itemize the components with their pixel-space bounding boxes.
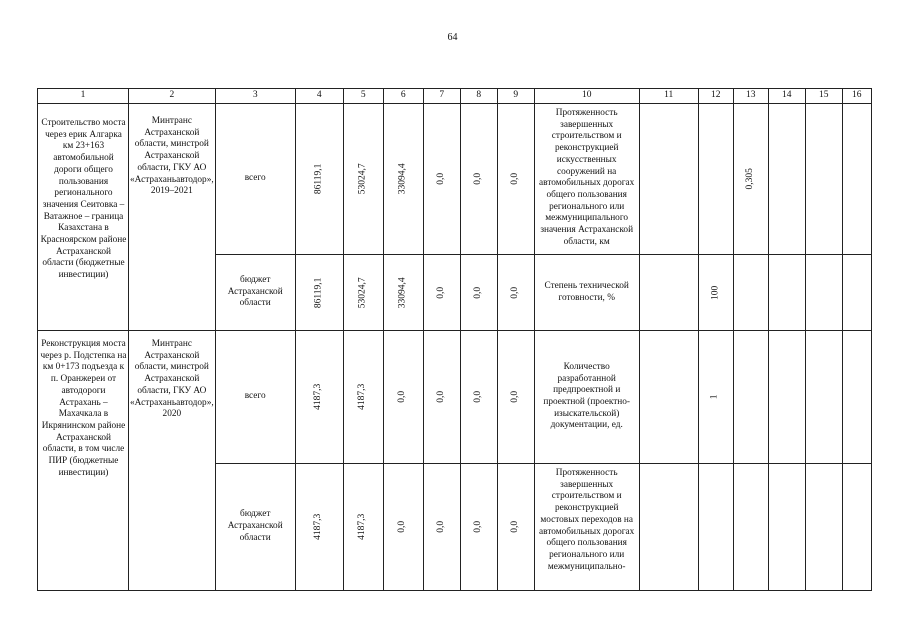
col-header: 7 [423, 89, 460, 104]
value-cell: 0,305 [744, 168, 755, 190]
value-cell: 0,0 [435, 521, 446, 533]
value-cell [639, 464, 698, 591]
indicator-text: Протяженность завершенных строительством и реконструкцией мостовых переходов на автомобильных дорогах общего пользования регионального или межмуниципально- [534, 464, 639, 591]
col-header: 12 [698, 89, 733, 104]
indicator-text: Степень технической готовности, % [534, 255, 639, 331]
executor: Минтранс Астраханской области, минстрой Астраханской области, ГКУ АО «Астраханьавтодор», 2019–2021 [129, 104, 216, 331]
value-cell: 0,0 [509, 286, 520, 299]
col-header: 15 [805, 89, 842, 104]
col-header: 8 [460, 89, 497, 104]
value-cell: 53024,7 [357, 277, 368, 308]
value-cell: 0,0 [509, 391, 520, 403]
value-cell [842, 331, 871, 464]
funding-source: бюджет Астраханской области [215, 464, 295, 591]
value-cell [842, 255, 871, 331]
table-row [38, 104, 872, 255]
value-cell [842, 104, 871, 255]
value-cell [768, 464, 805, 591]
value-cell [639, 104, 698, 255]
value-cell: 86119,1 [313, 163, 324, 195]
col-header: 10 [534, 89, 639, 104]
value-cell: 4187,3 [357, 513, 368, 541]
value-cell: 0,0 [472, 391, 483, 403]
value-cell [805, 331, 842, 464]
table-row [38, 331, 872, 464]
indicator-text: Количество разработанной предпроектной и проектной (проектно-изыскательской) документации, ед. [534, 331, 639, 464]
measure-name: Реконструкция моста через р. Подстепка на км 0+173 подъезда к п. Оранжереи от автодороги Астрахань – Махачкала в Икрянинском районе Астраханской области, в том числе ПИР (бюджетные инвестиции) [38, 331, 129, 591]
value-cell: 0,0 [397, 391, 408, 403]
value-cell [805, 104, 842, 255]
value-cell: 0,0 [435, 173, 446, 185]
value-cell: 0,0 [509, 521, 520, 533]
value-cell: 100 [709, 285, 720, 300]
value-cell [733, 331, 768, 464]
value-cell [733, 255, 768, 331]
value-cell [805, 255, 842, 331]
value-cell: 33094,4 [397, 277, 408, 308]
executor: Минтранс Астраханской области, минстрой Астраханской области, ГКУ АО «Астраханьавтодор», 2020 [129, 331, 216, 591]
value-cell [768, 255, 805, 331]
value-cell: 86119,1 [313, 277, 324, 308]
value-cell: 0,0 [435, 391, 446, 403]
funding-source: всего [215, 104, 295, 255]
col-header: 9 [497, 89, 534, 104]
col-header: 11 [639, 89, 698, 104]
value-cell [698, 464, 733, 591]
col-header: 4 [295, 89, 343, 104]
value-cell: 0,0 [472, 286, 483, 299]
col-header: 3 [215, 89, 295, 104]
value-cell: 0,0 [472, 173, 483, 185]
funding-source: бюджет Астраханской области [215, 255, 295, 331]
col-header: 2 [129, 89, 216, 104]
col-header: 13 [733, 89, 768, 104]
col-header: 6 [383, 89, 423, 104]
indicator-text: Протяженность завершенных строительством и реконструкцией искусственных сооружений на автомобильных дорогах общего пользования регионального или межмуниципального значения Астраханской области, км [534, 104, 639, 255]
value-cell [639, 331, 698, 464]
col-header: 1 [38, 89, 129, 104]
col-header: 5 [343, 89, 383, 104]
value-cell: 0,0 [397, 521, 408, 533]
value-cell [768, 104, 805, 255]
value-cell: 33094,4 [397, 163, 408, 195]
value-cell: 53024,7 [357, 163, 368, 195]
value-cell: 4187,3 [357, 383, 368, 411]
measure-name: Строительство моста через ерик Алгарка км 23+163 автомобильной дороги общего пользования регионального значения Сеитовка – Ватажное – граница Казахстана в Красноярском районе Астраханской области (бюджетные инвестиции) [38, 104, 129, 331]
funding-source: всего [215, 331, 295, 464]
value-cell: 1 [709, 394, 720, 400]
page-number: 64 [447, 32, 458, 43]
value-cell [842, 464, 871, 591]
value-cell: 0,0 [509, 173, 520, 185]
value-cell [805, 464, 842, 591]
value-cell: 0,0 [472, 521, 483, 533]
col-header: 14 [768, 89, 805, 104]
value-cell: 4187,3 [313, 513, 324, 541]
column-number-row [38, 89, 872, 104]
value-cell [733, 464, 768, 591]
value-cell [639, 255, 698, 331]
value-cell [698, 104, 733, 255]
value-cell [768, 331, 805, 464]
program-table [37, 88, 872, 591]
value-cell: 4187,3 [313, 383, 324, 411]
value-cell: 0,0 [435, 286, 446, 299]
col-header: 16 [842, 89, 871, 104]
